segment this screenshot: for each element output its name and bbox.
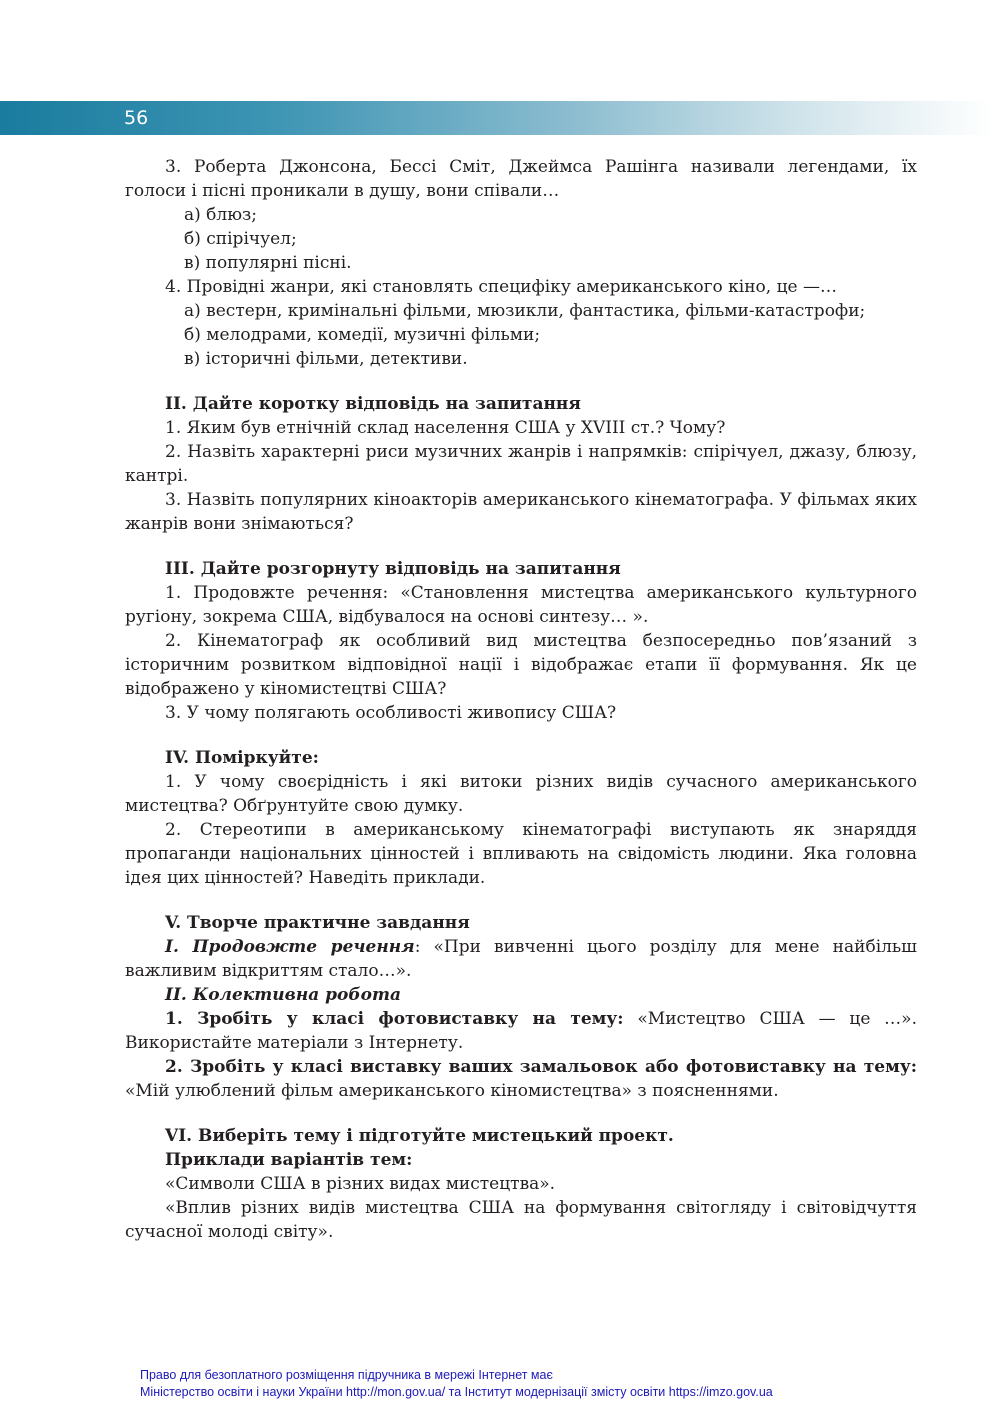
page-content <box>125 155 917 1244</box>
section-2-item: 3. Назвіть популярних кіноакторів американського кінематографа. У фільмах яких жанрів вони знімаються? <box>125 490 917 534</box>
section-5-part-1-text: : «При вивченні цього розділу для мене найбільш важливим відкриттям стало…». <box>125 937 917 981</box>
footer-line: Право для безоплатного розміщення підручника в мережі Інтернет має <box>140 1368 553 1382</box>
section-6-heading: VI. Виберіть тему і підготуйте мистецький проект. <box>165 1126 674 1146</box>
section-4-heading: IV. Поміркуйте: <box>165 748 319 768</box>
section-5-task-1-text: «Мистецтво США — це …». Використайте матеріали з Інтернету. <box>125 1009 917 1053</box>
section-5-task-1 <box>125 1007 917 1055</box>
section-5-part-2-label: ІІ. Колективна робота <box>165 985 401 1005</box>
answer-option: б) мелодрами, комедії, музичні фільми; <box>184 325 541 345</box>
section-5-task-2-label: 2. Зробіть у класі виставку ваших замальовок або фотовиставку на тему: <box>165 1057 917 1077</box>
section-6-item: «Вплив різних видів мистецтва США на формування світогляду і світовідчуття сучасної молоді світу». <box>125 1198 917 1242</box>
question-4: 4. Провідні жанри, які становлять специфіку американського кіно, це —… <box>165 277 837 297</box>
section-5-task-2-text: «Мій улюблений фільм американського кіномистецтва» з поясненнями. <box>125 1081 779 1101</box>
section-2-item: 2. Назвіть характерні риси музичних жанрів і напрямків: спірічуел, джазу, блюзу, кантрі. <box>125 442 917 486</box>
answer-option: а) блюз; <box>184 205 258 225</box>
section-6-subheading: Приклади варіантів тем: <box>165 1150 413 1170</box>
section-5-task-2 <box>125 1055 917 1103</box>
answer-option: в) історичні фільми, детективи. <box>184 349 468 369</box>
section-5-heading: V. Творче практичне завдання <box>165 913 470 933</box>
header-bar <box>0 101 992 135</box>
section-5-task-1-label: 1. Зробіть у класі фотовиставку на тему: <box>165 1009 624 1029</box>
section-3-heading: ІІІ. Дайте розгорнуту відповідь на запитання <box>165 559 621 579</box>
section-4-item: 2. Стереотипи в американському кінематографі виступають як знаряддя пропаганди національних цінностей і впливають на свідомість людини. Яка головна ідея цих цінностей? Наведіть приклади. <box>125 820 917 888</box>
section-5-part-1 <box>125 935 917 983</box>
section-3-item: 3. У чому полягають особливості живопису США? <box>165 703 617 723</box>
section-4-item: 1. У чому своєрідність і які витоки різних видів сучасного американського мистецтва? Обґрунтуйте свою думку. <box>125 772 917 816</box>
section-5-part-1-label: І. Продовжте речення <box>165 937 415 957</box>
section-3-item: 2. Кінематограф як особливий вид мистецтва безпосередньо пов’язаний з історичним розвитком відповідної нації і відображає етапи її формування. Як це відображено у кіномистецтві США? <box>125 631 917 699</box>
answer-option: а) вестерн, кримінальні фільми, мюзикли, фантастика, фільми-катастрофи; <box>184 301 866 321</box>
section-6-item: «Символи США в різних видах мистецтва». <box>165 1174 556 1194</box>
section-3-item: 1. Продовжте речення: «Становлення мистецтва американського культурного ругіону, зокрема США, відбувалося на основі синтезу… ». <box>125 583 917 627</box>
section-2-item: 1. Яким був етнічній склад населення США у XVIII ст.? Чому? <box>165 418 726 438</box>
footer-notice <box>140 1367 920 1401</box>
page-number: 56 <box>124 107 149 129</box>
answer-option: в) популярні пісні. <box>184 253 352 273</box>
section-5-part-2 <box>125 983 917 1007</box>
footer-line: Міністерство освіти і науки України http://mon.gov.ua/ та Інститут модернізації змісту освіти https://imzo.gov.ua <box>140 1385 773 1399</box>
answer-option: б) спірічуел; <box>184 229 297 249</box>
question-3: 3. Роберта Джонсона, Бессі Сміт, Джеймса Рашінга називали легендами, їх голоси і пісні проникали в душу, вони співали… <box>125 157 917 201</box>
section-2-heading: ІІ. Дайте коротку відповідь на запитання <box>165 394 581 414</box>
